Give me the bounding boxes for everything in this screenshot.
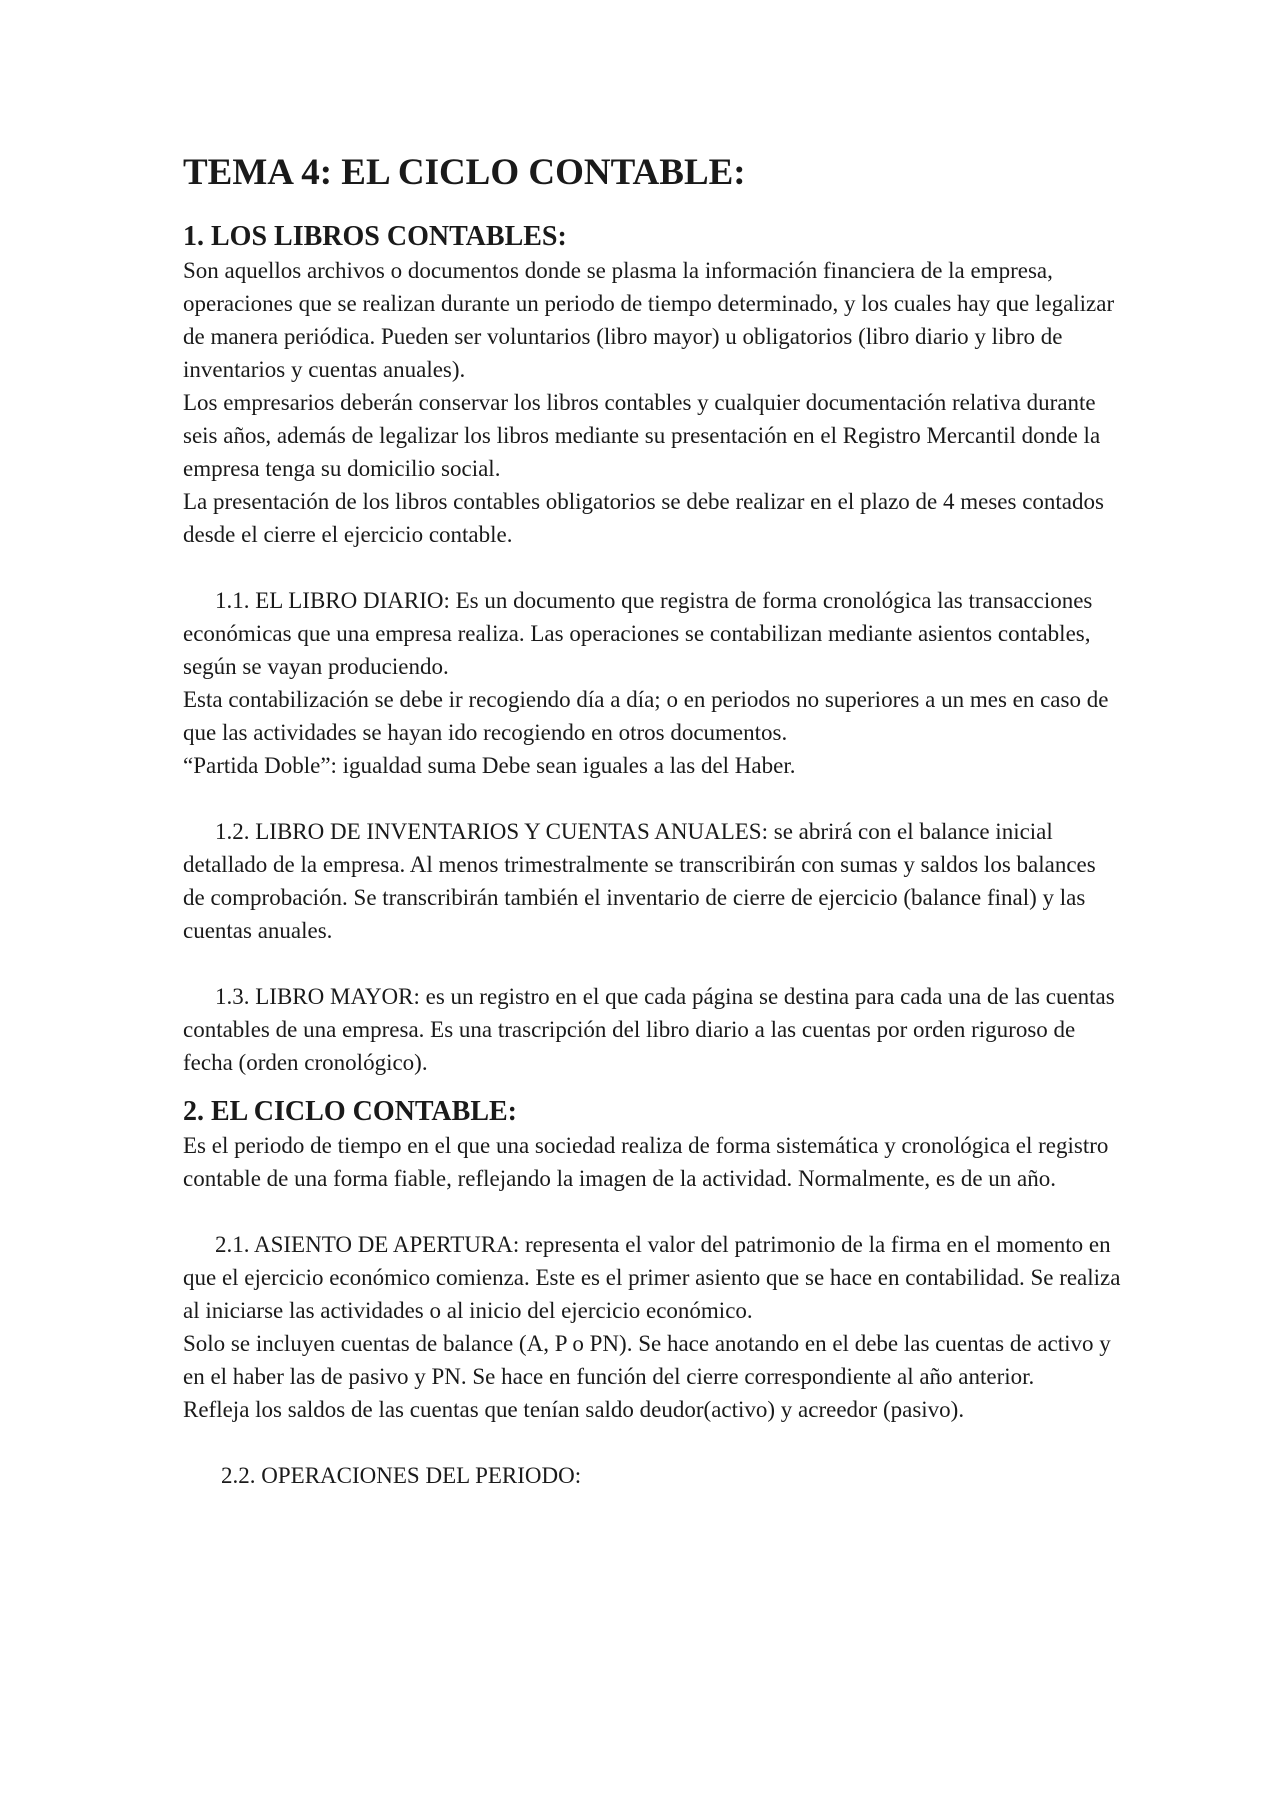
subsection-1-1-paragraph: 1.1. EL LIBRO DIARIO: Es un documento que registra de forma cronológica las transacciones económicas que una empresa realiza. Las operaciones se contabilizan mediante asientos contables, según se vayan produciendo. bbox=[183, 588, 1093, 679]
subsection-1-1-paragraph: “Partida Doble”: igualdad suma Debe sean iguales a las del Haber. bbox=[183, 753, 796, 778]
subsection-2-1-paragraph: Solo se incluyen cuentas de balance (A, P o PN). Se hace anotando en el debe las cuentas de activo y en el haber las de pasivo y PN. Se hace en función del cierre correspondiente al año anterior. bbox=[183, 1331, 1111, 1389]
spacer bbox=[183, 551, 1123, 584]
section-1-paragraph: Los empresarios deberán conservar los libros contables y cualquier documentación relativa durante seis años, además de legalizar los libros mediante su presentación en el Registro Mercantil donde la empresa tenga su domicilio social. bbox=[183, 390, 1101, 481]
section-1-paragraph: Son aquellos archivos o documentos donde se plasma la información financiera de la empresa, operaciones que se realizan durante un periodo de tiempo determinado, y los cuales hay que legalizar de manera periódica. Pueden ser voluntarios (libro mayor) u obligatorios (libro diario y libro de inventarios y cuentas anuales). bbox=[183, 258, 1115, 382]
document-title: TEMA 4: EL CICLO CONTABLE: bbox=[183, 152, 746, 193]
section-2-intro: Es el periodo de tiempo en el que una sociedad realiza de forma sistemática y cronológica el registro contable de una forma fiable, reflejando la imagen de la actividad. Normalmente, es de un año. bbox=[183, 1133, 1109, 1191]
spacer bbox=[183, 782, 1123, 815]
spacer bbox=[183, 1426, 1123, 1459]
section-2-heading: 2. EL CICLO CONTABLE: bbox=[183, 1096, 517, 1127]
section-1-heading: 1. LOS LIBROS CONTABLES: bbox=[183, 221, 567, 252]
spacer bbox=[183, 1195, 1123, 1228]
subsection-2-2-heading: 2.2. OPERACIONES DEL PERIODO: bbox=[221, 1463, 582, 1488]
subsection-1-3-paragraph: 1.3. LIBRO MAYOR: es un registro en el que cada página se destina para cada una de las cuentas contables de una empresa. Es una trascripción del libro diario a las cuentas por orden riguroso de fecha (orden cronológico). bbox=[183, 984, 1115, 1075]
subsection-2-1-paragraph: 2.1. ASIENTO DE APERTURA: representa el valor del patrimonio de la firma en el momento en que el ejercicio económico comienza. Este es el primer asiento que se hace en contabilidad. Se realiza al iniciarse las actividades o al inicio del ejercicio económico. bbox=[183, 1232, 1121, 1323]
subsection-2-1-paragraph: Refleja los saldos de las cuentas que tenían saldo deudor(activo) y acreedor (pasivo). bbox=[183, 1397, 965, 1422]
spacer bbox=[183, 947, 1123, 980]
section-1-paragraph: La presentación de los libros contables obligatorios se debe realizar en el plazo de 4 meses contados desde el cierre el ejercicio contable. bbox=[183, 489, 1104, 547]
spacer bbox=[183, 1079, 1123, 1095]
subsection-1-2-paragraph: 1.2. LIBRO DE INVENTARIOS Y CUENTAS ANUALES: se abrirá con el balance inicial detallado de la empresa. Al menos trimestralmente se transcribirán con sumas y saldos los balances de comprobación. Se transcribirán también el inventario de cierre de ejercicio (balance final) y las cuentas anuales. bbox=[183, 819, 1096, 943]
document-page bbox=[183, 150, 1123, 1492]
subsection-1-1-paragraph: Esta contabilización se debe ir recogiendo día a día; o en periodos no superiores a un mes en caso de que las actividades se hayan ido recogiendo en otros documentos. bbox=[183, 687, 1109, 745]
